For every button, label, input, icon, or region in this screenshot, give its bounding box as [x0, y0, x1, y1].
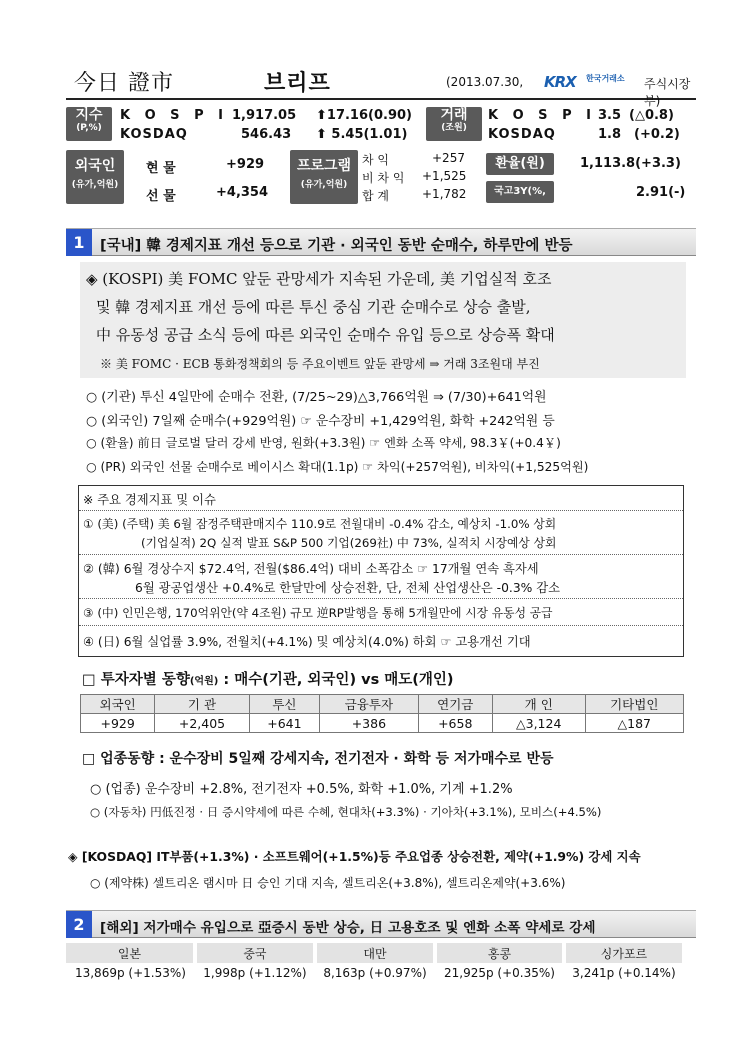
index-label: 지수: [75, 107, 103, 123]
bullet-foreign: ○ (외국인) 7일째 순매수(+929억원) ☞ 운수장비 +1,429억원, 화학 +242억원 등: [86, 414, 555, 429]
issues-box: [78, 485, 684, 657]
program-unit: (유가,억원): [300, 180, 348, 190]
kosdaq-line: ◈ [KOSDAQ] IT부품(+1.3%) · 소프트웨어(+1.5%)등 주요업종 상승전환, 제약(+1.9%) 강세 지속: [68, 849, 641, 864]
volume-unit: (조원): [441, 123, 467, 133]
bullet-fx: ○ (환율) 前日 글로벌 달러 강세 반영, 원화(+3.3원) ☞ 엔화 소폭 약세, 98.3￥(+0.4￥): [86, 436, 561, 450]
summary-line-1: ◈ (KOSPI) 美 FOMC 앞둔 관망세가 지속된 가운데, 美 기업실적 호조: [86, 270, 552, 288]
market-value: 8,163p (+0.97%): [323, 966, 427, 980]
issues-divider: [79, 554, 683, 555]
issue-us-1: ① (美) (주택) 美 6월 잠정주택판매지수 110.9로 전월대비 -0.4% 감소, 예상치 -1.0% 상회: [83, 517, 557, 531]
investor-header: 외국인: [81, 695, 155, 714]
futures-label: 선 물: [146, 189, 176, 204]
investor-header: 기타법인: [585, 695, 683, 714]
kospi-change: ⬆17.16(0.90): [316, 108, 412, 123]
vol-kosdaq-value: 1.8: [598, 127, 622, 142]
summary-line-3: 中 유동성 공급 소식 등에 따른 외국인 순매수 유입 등으로 상승폭 확대: [96, 326, 555, 344]
investor-table: [80, 694, 684, 733]
kospi-name: K O S P I: [120, 108, 228, 123]
investor-title-main: □ 투자자별 동향: [82, 672, 190, 688]
summary-note: ※ 美 FOMC · ECB 통화정책회의 등 주요이벤트 앞둔 관망세 ⇒ 거래 3조원대 부진: [100, 357, 540, 371]
kosdaq-sub: ○ (제약株) 셀트리온 램시마 日 승인 기대 지속, 셀트리온(+3.8%), 셀트리온제약(+3.6%): [90, 876, 566, 890]
report-date: (2013.07.30,: [446, 75, 524, 89]
issue-cn: ③ (中) 인민은행, 170억위안(약 4조원) 규모 逆RP발행을 통해 5개월만에 시장 유동성 공급: [83, 606, 553, 620]
market-name: 중국: [195, 943, 315, 963]
section-1-header: [66, 228, 696, 256]
asia-market-table: [66, 943, 686, 983]
futures-value: +4,354: [216, 185, 269, 200]
investor-title: [82, 668, 454, 689]
bullet-program: ○ (PR) 외국인 선물 순매수로 베이시스 확대(1.1p) ☞ 차익(+257억원), 비차익(+1,525억원): [86, 460, 589, 474]
investor-value: △3,124: [492, 714, 585, 733]
issue-us-2: (기업실적) 2Q 실적 발표 S&P 500 기업(269社) 中 73%, 실적치 시장예상 상회: [141, 536, 557, 550]
investor-value: +929: [81, 714, 155, 733]
investor-header: 투신: [249, 695, 320, 714]
nonarb-value: +1,525: [422, 169, 467, 183]
market-name: 싱가포르: [564, 943, 684, 963]
volume-label: 거래: [440, 107, 468, 123]
title-brief: 브리프: [264, 71, 331, 96]
investor-header: 연기금: [418, 695, 492, 714]
sum-value: +1,782: [422, 187, 467, 201]
vol-kospi-name: K O S P I: [488, 108, 596, 123]
investor-header: 개 인: [492, 695, 585, 714]
title-hanja: 今日 證市: [74, 71, 174, 96]
section-1-number: 1: [66, 229, 92, 256]
sector-title: □ 업종동향 : 운수장비 5일째 강세지속, 전기전자 · 화학 등 저가매수로 반등: [82, 751, 554, 767]
sector-line-2: ○ (자동차) 円低진정 · 日 증시약세에 따른 수혜, 현대차(+3.3%) · 기아차(+3.1%), 모비스(+4.5%): [90, 805, 602, 819]
asia-market-header-row: [66, 943, 684, 963]
section-2-title: [해외] 저가매수 유입으로 亞증시 동반 상승, 日 고용호조 및 엔화 소폭 약세로 강세: [100, 920, 596, 936]
fx-value: 1,113.8(+3.3): [580, 156, 681, 171]
fx-label: 환율(원): [486, 153, 554, 175]
investor-title-tail: : 매수(기관, 외국인) vs 매도(개인): [218, 672, 454, 688]
krx-logo: KRX: [544, 73, 576, 91]
issues-title: ※ 주요 경제지표 및 이슈: [83, 493, 216, 507]
kosdaq-change: ⬆ 5.45(1.01): [316, 127, 408, 142]
investor-value: +641: [249, 714, 320, 733]
vol-kosdaq-change: (+0.2): [634, 127, 680, 142]
market-value: 3,241p (+0.14%): [572, 966, 676, 980]
market-name: 대만: [315, 943, 435, 963]
investor-value-row: [81, 714, 684, 733]
program-label: 프로그램: [296, 158, 352, 174]
vol-kospi-change: (△0.8): [629, 108, 674, 123]
arb-value: +257: [432, 151, 465, 165]
section-2-number: 2: [66, 911, 92, 938]
bond-label: 국고3Y(%, %p): [486, 181, 554, 203]
investor-title-unit: (억원): [189, 676, 219, 687]
market-name: 일본: [66, 943, 195, 963]
kosdaq-name: KOSDAQ: [120, 127, 188, 142]
spot-value: +929: [226, 157, 265, 172]
market-summary: [66, 105, 696, 219]
investor-value: +658: [418, 714, 492, 733]
market-value: 21,925p (+0.35%): [443, 966, 555, 980]
page-header: [66, 66, 696, 108]
investor-header: 금융투자: [320, 695, 418, 714]
sum-label: 합 계: [362, 189, 389, 203]
kosdaq-value: 546.43: [241, 127, 292, 142]
issues-divider: [79, 598, 683, 599]
asia-market-value-row: [66, 963, 684, 983]
market-value: 1,998p (+1.12%): [203, 966, 307, 980]
investor-header-row: [81, 695, 684, 714]
section-1-title: [국내] 韓 경제지표 개선 등으로 기관 · 외국인 동반 순매수, 하루만에 반등: [100, 238, 573, 254]
spot-label: 현 물: [146, 161, 176, 176]
market-value: 13,869p (+1.53%): [74, 966, 186, 980]
foreign-label: 외국인: [74, 158, 116, 174]
issues-divider: [79, 510, 683, 511]
krx-org-name: 한국거래소: [586, 74, 625, 83]
kospi-value: 1,917.05: [232, 108, 297, 123]
arb-label: 차 익: [362, 153, 389, 167]
summary-line-2: 및 韓 경제지표 개선 등에 따른 투신 중심 기관 순매수로 상승 출발,: [96, 298, 531, 316]
investor-value: △187: [585, 714, 683, 733]
index-unit: (P,%): [76, 123, 102, 133]
bond-value: 2.91(-): [636, 185, 686, 200]
issues-divider: [79, 625, 683, 626]
sector-line-1: ○ (업종) 운수장비 +2.8%, 전기전자 +0.5%, 화학 +1.0%, 기계 +1.2%: [90, 782, 513, 797]
investor-header: 기 관: [155, 695, 249, 714]
index-label-box: [66, 107, 112, 141]
volume-label-box: [426, 107, 482, 141]
investor-value: +2,405: [155, 714, 249, 733]
department: 주식시장부): [644, 77, 691, 108]
investor-value: +386: [320, 714, 418, 733]
nonarb-label: 비 차 익: [362, 171, 405, 185]
issue-kr-1: ② (韓) 6월 경상수지 $72.4억, 전월($86.4억) 대비 소폭감소 ☞ 17개월 연속 흑자세: [83, 562, 539, 576]
section-2-header: [66, 910, 696, 938]
vol-kospi-value: 3.5: [598, 108, 622, 123]
issue-jp: ④ (日) 6월 실업률 3.9%, 전월치(+4.1%) 및 예상치(4.0%) 하회 ☞ 고용개선 기대: [83, 635, 531, 649]
bullet-institution: ○ (기관) 투신 4일만에 순매수 전환, (7/25~29)△3,766억원 ⇒ (7/30)+641억원: [86, 390, 547, 405]
program-label-box: [290, 150, 358, 204]
foreign-label-box: [66, 150, 124, 204]
issue-kr-2: 6월 광공업생산 +0.4%로 한달만에 상승전환, 단, 전체 산업생산은 -0.3% 감소: [135, 581, 561, 595]
foreign-unit: (유가,억원): [71, 180, 119, 190]
market-name: 홍콩: [435, 943, 564, 963]
vol-kosdaq-name: KOSDAQ: [488, 127, 556, 142]
